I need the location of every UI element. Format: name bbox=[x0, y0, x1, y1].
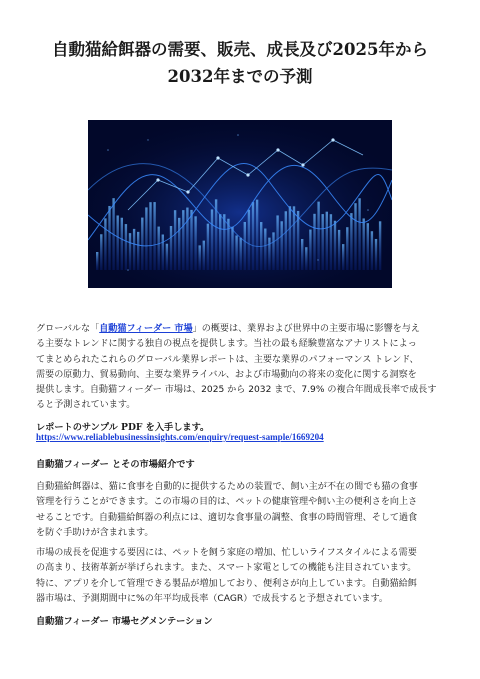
hero-bar bbox=[190, 210, 192, 270]
section-heading-intro: 自動猫フィーダー とその市場紹介です bbox=[36, 459, 195, 470]
hero-bar bbox=[289, 206, 291, 270]
hero-bar bbox=[153, 202, 155, 270]
hero-bar bbox=[379, 221, 381, 270]
intro-lead: グローバルな「 bbox=[36, 324, 100, 334]
hero-bar bbox=[96, 252, 98, 270]
hero-bar bbox=[108, 206, 110, 270]
hero-bar bbox=[276, 215, 278, 270]
growth-line: 特に、アプリを介して管理できる製品が増加しており、便利さが向上しています。自動猫給餌 bbox=[36, 578, 417, 589]
description-line: 管理を行うことができます。この市場の目的は、ペットの健康管理や飼い主の便利さを向上さ bbox=[36, 497, 418, 508]
growth-paragraph bbox=[36, 546, 446, 607]
intro-line-2: る主要なトレンドに関する独自の視点を提供します。当社の最も経験豊富なアナリストによっ bbox=[36, 339, 417, 350]
hero-bar bbox=[223, 214, 225, 270]
hero-bar bbox=[166, 244, 168, 270]
hero-bar bbox=[358, 198, 360, 270]
hero-bar bbox=[346, 227, 348, 270]
hero-bar bbox=[354, 203, 356, 270]
hero-bar bbox=[350, 213, 352, 270]
sample-heading: レポートのサンプル PDF を入手します。 bbox=[36, 422, 210, 433]
description-paragraph bbox=[36, 480, 446, 541]
hero-bar bbox=[129, 233, 131, 270]
intro-line-6: ると予測されています。 bbox=[36, 400, 136, 411]
hero-bar bbox=[158, 227, 160, 270]
hero-bar bbox=[248, 210, 250, 270]
intro-line-4: 需要の原動力、貿易動向、主要な業界ライバル、および市場動向の将来の変化に関する洞察を bbox=[36, 369, 417, 380]
hero-bar bbox=[137, 232, 139, 270]
growth-line: 市場の成長を促進する要因には、ペットを飼う家庭の増加、忙しいライフスタイルによる需要 bbox=[36, 548, 417, 558]
hero-bar bbox=[149, 202, 151, 270]
intro-paragraph bbox=[36, 322, 446, 414]
hero-bar bbox=[313, 214, 315, 270]
hero-bar bbox=[256, 200, 258, 270]
hero-image bbox=[88, 120, 392, 288]
hero-bar bbox=[264, 229, 266, 270]
hero-bar bbox=[309, 230, 311, 270]
hero-bar bbox=[104, 218, 106, 270]
hero-bar bbox=[293, 206, 295, 270]
hero-bar bbox=[301, 239, 303, 270]
hero-bar bbox=[367, 223, 369, 270]
description-line: 自動猫給餌器は、猫に食事を自動的に提供するための装置で、飼い主が不在の間でも猫の食事 bbox=[36, 482, 418, 492]
hero-bar bbox=[371, 231, 373, 270]
growth-line: 器市場は、予測期間中に%の年平均成長率（CAGR）で成長すると予想されています。 bbox=[36, 593, 388, 604]
hero-bar bbox=[203, 241, 205, 270]
description-line: せることです。自動猫給餌器の利点には、適切な食事量の調整、食事の時間管理、そして過食 bbox=[36, 512, 418, 523]
hero-bar bbox=[334, 221, 336, 270]
hero-bar bbox=[182, 210, 184, 270]
growth-line: の高まり、技術革新が挙げられます。また、スマート家電としての機能も注目されています。 bbox=[36, 563, 417, 574]
hero-bar bbox=[117, 215, 119, 270]
sample-request-link[interactable]: https://www.reliablebusinessinsights.com/enquiry/request-sample/1669204 bbox=[36, 432, 324, 442]
description-line: を防ぐ手助けが含まれます。 bbox=[36, 527, 154, 538]
hero-bar bbox=[285, 211, 287, 270]
hero-bar bbox=[211, 209, 213, 270]
hero-bar bbox=[338, 230, 340, 270]
hero-bar bbox=[272, 232, 274, 270]
hero-bar bbox=[326, 212, 328, 270]
abstract-data-chart-image bbox=[88, 120, 392, 288]
intro-line-3: てまとめられたこれらのグローバル業界レポートは、主要な業界のパフォーマンス トレンド、 bbox=[36, 354, 419, 365]
hero-bar bbox=[252, 202, 254, 270]
intro-line-1 bbox=[36, 322, 446, 337]
hero-bar bbox=[141, 218, 143, 270]
hero-bar bbox=[100, 234, 102, 270]
hero-bar bbox=[121, 218, 123, 270]
market-link[interactable]: 自動猫フィーダー 市場 bbox=[99, 324, 193, 334]
hero-bar bbox=[268, 238, 270, 270]
hero-bar bbox=[162, 235, 164, 270]
hero-bar bbox=[207, 224, 209, 270]
hero-bar bbox=[342, 244, 344, 270]
hero-bar bbox=[145, 207, 147, 270]
hero-bar bbox=[231, 227, 233, 270]
hero-bar bbox=[244, 222, 246, 270]
hero-bar bbox=[174, 210, 176, 270]
hero-bar bbox=[178, 218, 180, 270]
hero-bar bbox=[305, 247, 307, 270]
hero-bar bbox=[219, 214, 221, 270]
hero-bar bbox=[170, 226, 172, 270]
intro-rest: 」の概要は、業界および世界中の主要市場に影響を与え bbox=[192, 324, 420, 334]
hero-bar bbox=[375, 239, 377, 270]
hero-bar bbox=[133, 229, 135, 270]
hero-bar bbox=[281, 221, 283, 270]
hero-bar bbox=[240, 238, 242, 270]
hero-bar bbox=[199, 245, 201, 270]
section-heading-segmentation: 自動猫フィーダー 市場セグメンテーション bbox=[36, 616, 213, 627]
hero-bar bbox=[125, 224, 127, 270]
hero-bar bbox=[186, 208, 188, 270]
hero-bar bbox=[322, 214, 324, 270]
page-title: 自動猫給餌器の需要、販売、成長及び2025年から2032年までの予測 bbox=[52, 40, 428, 86]
hero-bar bbox=[194, 216, 196, 270]
hero-bar bbox=[363, 218, 365, 270]
hero-bar bbox=[330, 214, 332, 270]
hero-bar bbox=[235, 235, 237, 270]
intro-line-5: 提供します。自動猫フィーダー 市場は、2025 から 2032 まで、7.9% の複合年間成長率で成長す bbox=[36, 385, 437, 396]
